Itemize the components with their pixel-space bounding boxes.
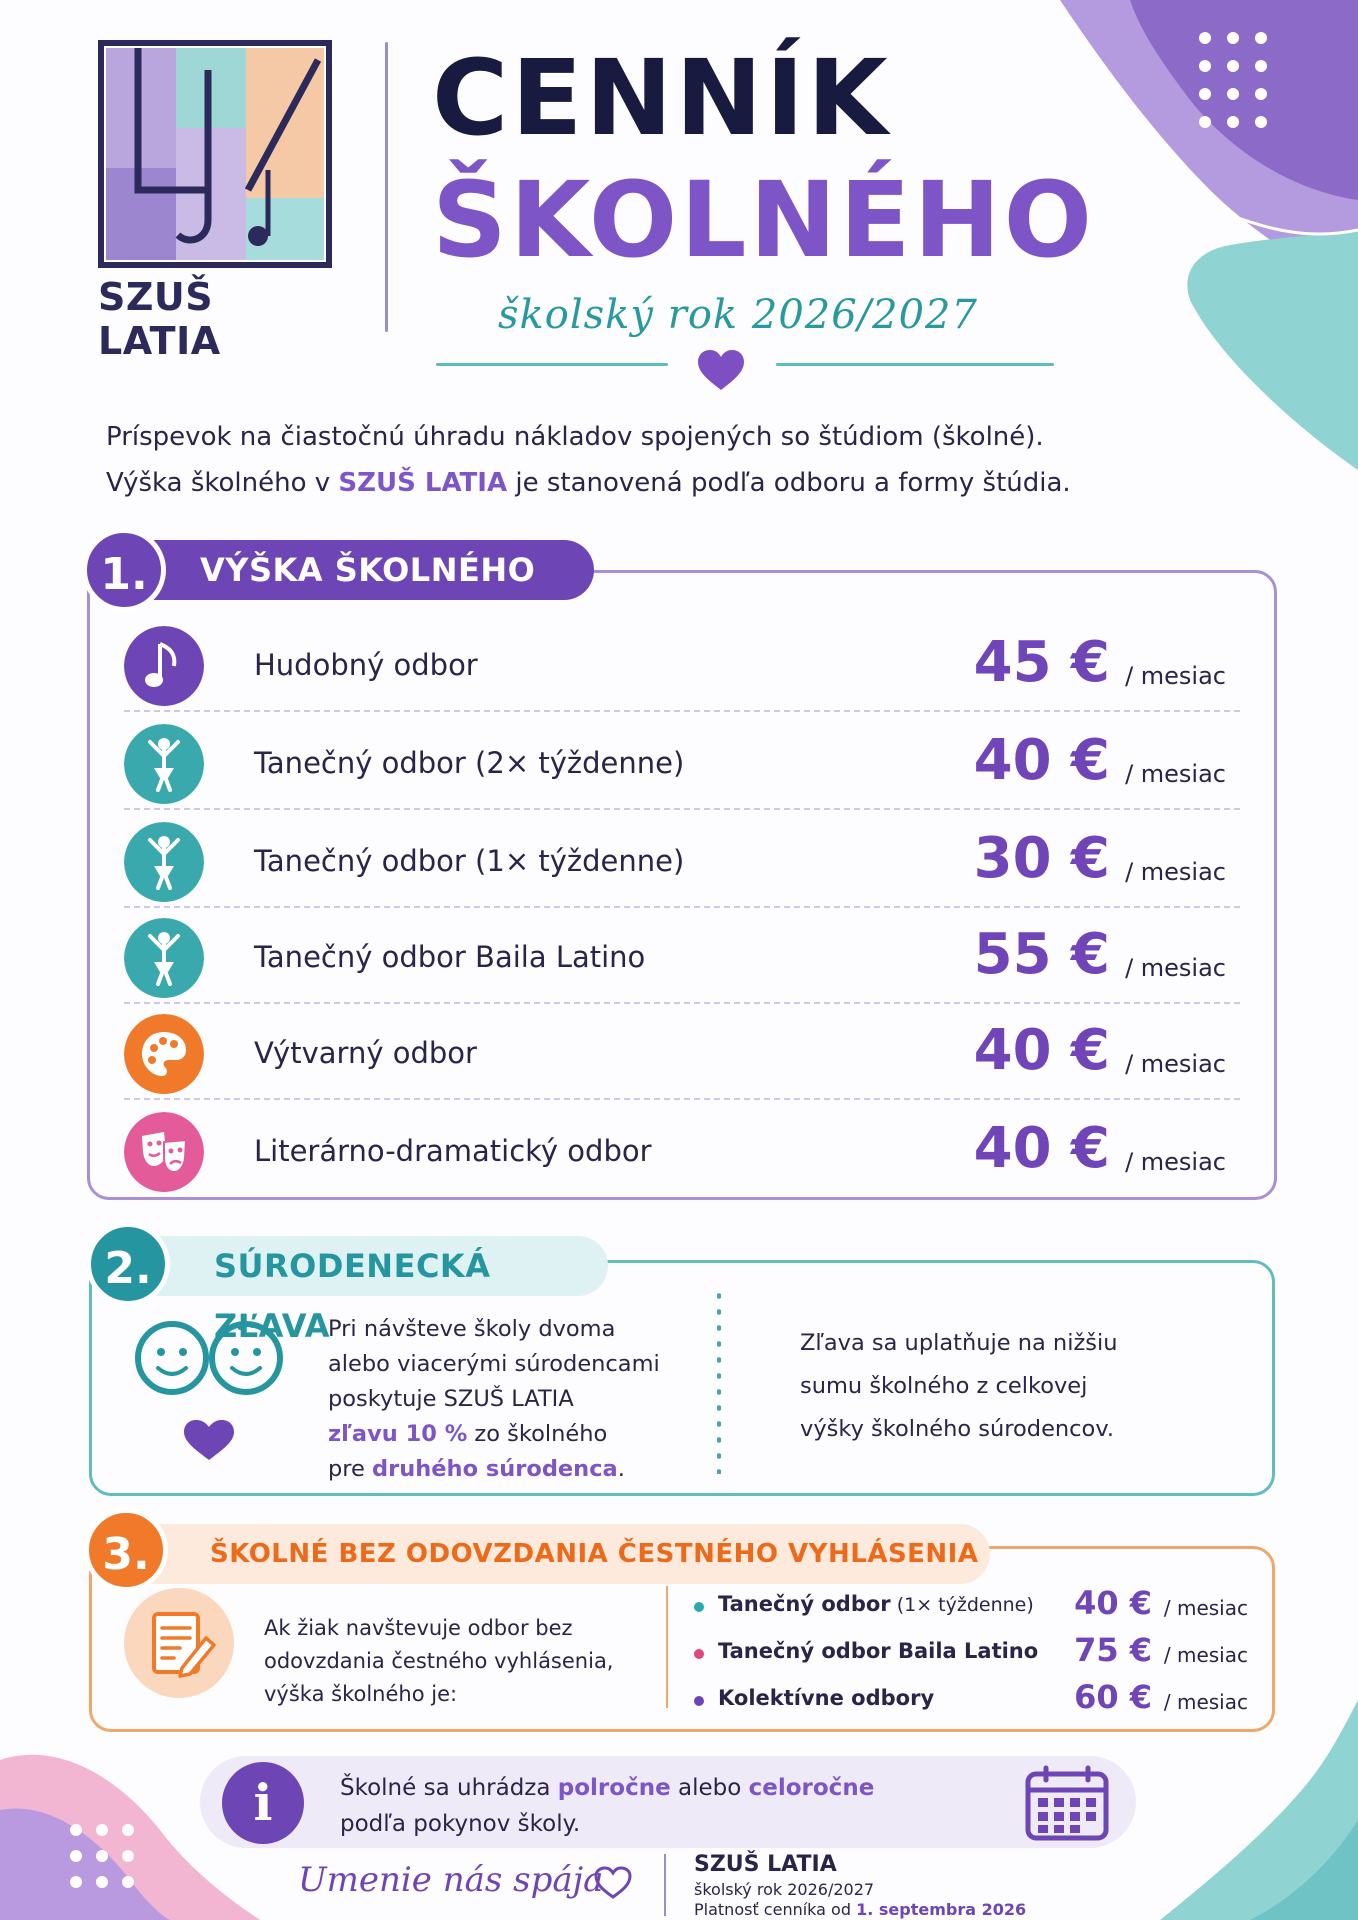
- footer-school-year: školský rok 2026/2027: [694, 1880, 875, 1899]
- section-3-number: 3.: [84, 1508, 168, 1592]
- logo-name: SZUŠ LATIA: [98, 275, 221, 363]
- payment-semiannual: polročne: [557, 1775, 671, 1801]
- document-pen-icon: [124, 1588, 234, 1698]
- section-1-title-text: VÝŠKA ŠKOLNÉHO: [200, 551, 536, 589]
- section-1-number: 1.: [82, 528, 166, 612]
- payment-info-start: Školné sa uhrádza: [340, 1775, 558, 1801]
- sibling-text-line-3: poskytuje SZUŠ LATIA: [328, 1386, 574, 1412]
- sibling-note-line-2: sumu školného z celkovej: [800, 1373, 1088, 1399]
- fee-row: [124, 1098, 1240, 1194]
- sibling-text-line-2: alebo viacerými súrodencami: [328, 1351, 660, 1377]
- intro-line-2: [106, 460, 1286, 506]
- school-logo: [98, 40, 332, 268]
- sibling-text-line-1: Pri návšteve školy dvoma: [328, 1316, 616, 1342]
- fee-row: [124, 904, 1240, 1000]
- payment-info-line-2: podľa pokynov školy.: [340, 1811, 581, 1837]
- music-note-icon: [124, 626, 204, 706]
- second-sibling: druhého súrodenca: [372, 1456, 618, 1482]
- sibling-text-line-4-end: zo školného: [467, 1421, 608, 1447]
- info-icon: i: [222, 1762, 304, 1844]
- fee-name: [718, 1639, 1038, 1663]
- no-declaration-line-2: odovzdania čestného vyhlásenia,: [264, 1649, 614, 1673]
- bullet-dot: [694, 1602, 704, 1612]
- footer-validity-label: Platnosť cenníka od: [694, 1900, 857, 1919]
- fee-unit: / mesiac: [1163, 1690, 1248, 1714]
- intro-line-1: Príspevok na čiastočnú úhradu nákladov spojených so štúdiom (školné).: [106, 422, 1044, 452]
- bottom-right-decoration: [1100, 1700, 1358, 1920]
- fee-unit: / mesiac: [1125, 858, 1226, 886]
- heart-icon: [698, 350, 744, 392]
- no-declaration-fee-row: [688, 1631, 1248, 1673]
- fee-row: [124, 612, 1240, 708]
- section-3-title-text: ŠKOLNÉ BEZ ODOVZDANIA ČESTNÉHO VYHLÁSENIA: [210, 1539, 979, 1569]
- dancer-icon: [124, 918, 204, 998]
- fee-name: [718, 1592, 1034, 1616]
- subtitle-rule-right: [776, 363, 1054, 366]
- intro-text: [106, 414, 1286, 506]
- fee-price: 55 €: [973, 922, 1110, 987]
- school-year-subtitle: školský rok 2026/2027: [498, 292, 978, 338]
- header-divider: [385, 42, 388, 332]
- payment-info-line-1: [340, 1770, 874, 1806]
- fee-row: [124, 710, 1240, 806]
- motto: Umenie nás spája: [298, 1860, 604, 1900]
- section-1-title: [140, 540, 594, 600]
- fee-label: Výtvarný odbor: [254, 1036, 477, 1070]
- no-declaration-fee-row: [688, 1584, 1248, 1626]
- payment-annual: celoročne: [748, 1775, 875, 1801]
- fee-price: 30 €: [973, 826, 1110, 891]
- section-2-number: 2.: [86, 1222, 170, 1306]
- fee-price: 40 €: [973, 1018, 1110, 1083]
- fee-price: 60 €: [1074, 1678, 1152, 1716]
- fee-price: 40 €: [973, 728, 1110, 793]
- fee-label: Tanečný odbor (2× týždenne): [254, 746, 685, 780]
- bullet-dot: [694, 1696, 704, 1706]
- fee-price: 40 €: [973, 1116, 1110, 1181]
- section-3-divider: [666, 1586, 668, 1708]
- calendar-icon: [1024, 1764, 1110, 1842]
- theater-masks-icon: [124, 1112, 204, 1192]
- fee-unit: / mesiac: [1125, 954, 1226, 982]
- fee-unit: / mesiac: [1163, 1643, 1248, 1667]
- dotted-divider: [717, 1288, 721, 1474]
- fee-name-main: Tanečný odbor Baila Latino: [718, 1639, 1039, 1663]
- payment-info-or: alebo: [670, 1775, 749, 1801]
- fee-unit: / mesiac: [1125, 760, 1226, 788]
- no-declaration-text: [264, 1612, 644, 1711]
- no-declaration-line-1: Ak žiak navštevuje odbor bez: [264, 1616, 573, 1640]
- fee-unit: / mesiac: [1125, 1148, 1226, 1176]
- footer-validity-date: 1. septembra 2026: [856, 1900, 1027, 1919]
- fee-unit: / mesiac: [1163, 1596, 1248, 1620]
- fee-unit: / mesiac: [1125, 1050, 1226, 1078]
- footer-validity: [694, 1900, 1026, 1919]
- sibling-note-line-3: výšky školného súrodencov.: [800, 1416, 1115, 1442]
- heart-outline-icon: [594, 1866, 632, 1900]
- fee-label: Tanečný odbor Baila Latino: [254, 940, 646, 974]
- fee-label: Hudobný odbor: [254, 648, 478, 682]
- intro-line-2-end: je stanovená podľa odboru a formy štúdia.: [507, 468, 1071, 498]
- sibling-discount-text: [328, 1312, 660, 1487]
- subtitle-rule-left: [436, 363, 668, 366]
- fee-label: Tanečný odbor (1× týždenne): [254, 844, 685, 878]
- dancer-icon: [124, 822, 204, 902]
- siblings-faces-icon: [132, 1314, 288, 1462]
- title-line-2: ŠKOLNÉHO: [432, 159, 1096, 281]
- fee-price: 40 €: [1074, 1584, 1152, 1622]
- sibling-text-line-5-end: .: [617, 1456, 625, 1482]
- sibling-text-line-5: [328, 1452, 660, 1487]
- fee-price: 75 €: [1074, 1631, 1152, 1669]
- fee-price: 45 €: [973, 630, 1110, 695]
- section-3-title: [150, 1524, 990, 1584]
- no-declaration-line-3: výška školného je:: [264, 1682, 458, 1706]
- sibling-note-line-1: Zľava sa uplatňuje na nižšiu: [800, 1330, 1118, 1356]
- title-line-1: CENNÍK: [432, 37, 891, 159]
- footer-divider: [664, 1854, 666, 1916]
- fee-unit: / mesiac: [1125, 662, 1226, 690]
- dancer-icon: [124, 724, 204, 804]
- intro-line-2-start: Výška školného v: [106, 468, 339, 498]
- fee-name: [718, 1686, 934, 1710]
- palette-icon: [124, 1014, 204, 1094]
- fee-label: Literárno-dramatický odbor: [254, 1134, 652, 1168]
- payment-info-text: [340, 1770, 874, 1842]
- fee-row: [124, 808, 1240, 904]
- no-declaration-fee-row: [688, 1678, 1248, 1720]
- fee-name-main: Tanečný odbor: [718, 1592, 891, 1616]
- sibling-discount-note: [800, 1322, 1117, 1451]
- sibling-text-line-5-start: pre: [328, 1456, 373, 1482]
- sibling-text-line-4: [328, 1417, 660, 1452]
- bullet-dot: [694, 1649, 704, 1659]
- fee-name-detail: (1× týždenne): [890, 1594, 1034, 1616]
- footer-school-name: SZUŠ LATIA: [694, 1852, 837, 1877]
- fee-name-main: Kolektívne odbory: [718, 1686, 935, 1710]
- fee-row: [124, 1000, 1240, 1096]
- intro-school-name: SZUŠ LATIA: [338, 468, 508, 498]
- discount-percent: zľavu 10 %: [328, 1421, 468, 1447]
- section-2-title-text: SÚRODENECKÁ ZĽAVA: [214, 1247, 491, 1345]
